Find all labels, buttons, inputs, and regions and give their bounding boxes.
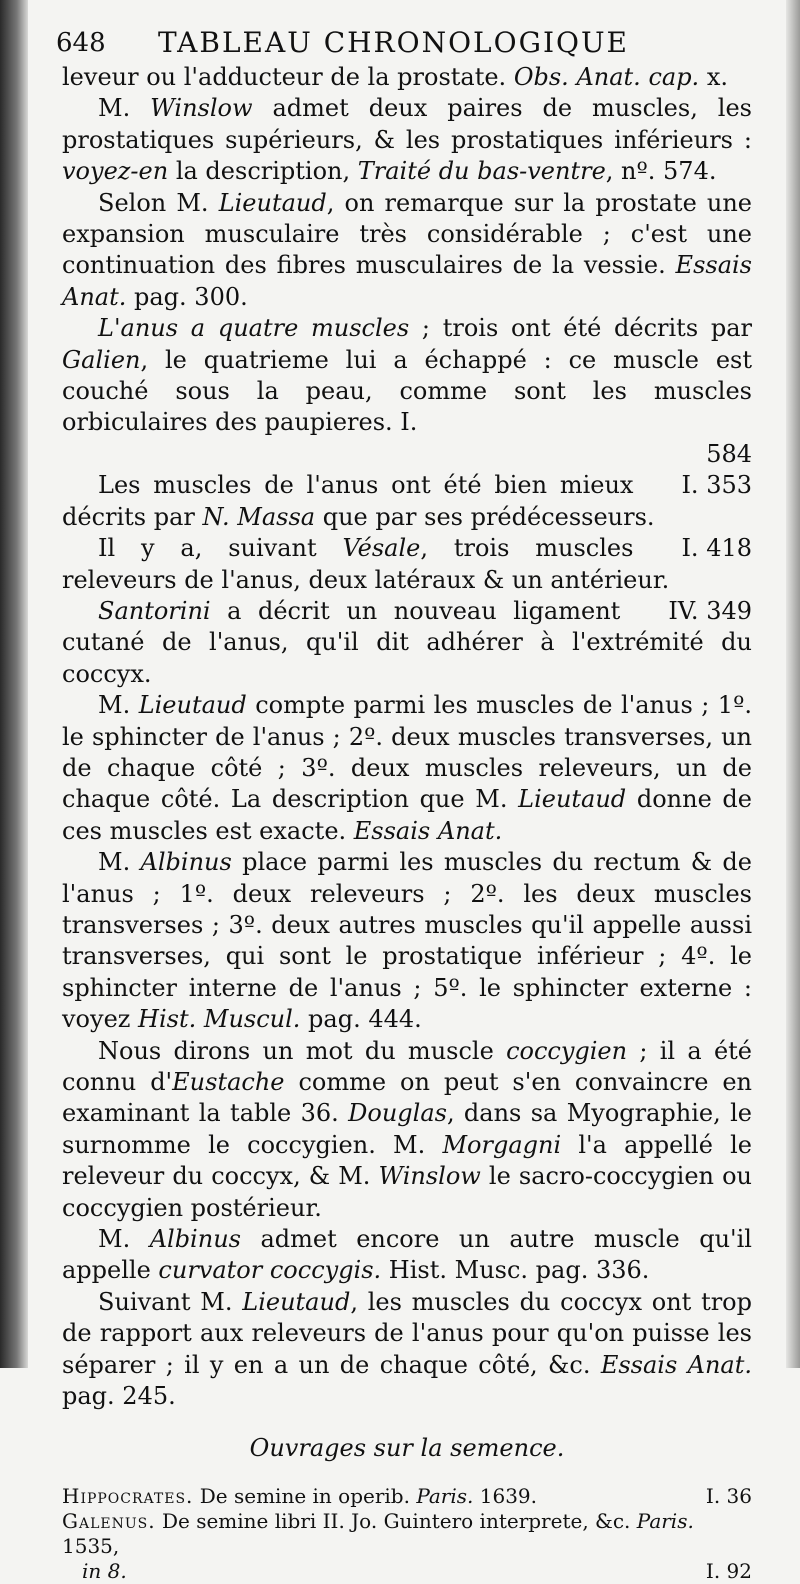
italic-text: Essais Anat. (600, 1350, 752, 1379)
italic-text: Albinus (149, 1225, 241, 1254)
paragraph (62, 188, 752, 314)
italic-text: Galien (62, 345, 141, 374)
text: a décrit un nouveau ligament cutané de l'anus, qu'il dit adhérer à l'extrémité du coccyx. (62, 596, 752, 688)
text: M. (98, 94, 151, 123)
paragraph (62, 93, 752, 187)
italic-text: Lieutaud (138, 691, 247, 720)
paragraph (62, 62, 752, 93)
bib-place: Paris. (416, 1484, 474, 1509)
bibliography-entry (62, 1509, 752, 1559)
bib-author: Hippocrates. (62, 1484, 194, 1509)
text: ; trois ont été décrits par (409, 314, 753, 343)
text: Hist. Musc. pag. 336. (381, 1256, 650, 1285)
text: , le quatrieme lui a échappé : ce muscle est couché sous la peau, comme sont les muscles orbiculaires des paupieres. I. (62, 345, 752, 437)
italic-text: Winslow (150, 94, 253, 123)
text: leveur ou l'adducteur de la prostate. (62, 63, 514, 91)
text: le sacro-coccygien ou coccygien postérieur. (62, 1162, 752, 1222)
bib-author: Galenus. (62, 1509, 156, 1534)
italic-text: Eustache (172, 1068, 285, 1096)
italic-text: Lieutaud (518, 785, 627, 814)
volume-page-reference: 584 (706, 439, 752, 468)
text: x. (699, 63, 728, 91)
bibliography-continuation (62, 1559, 752, 1584)
bib-title: De semine in operib. (193, 1484, 417, 1509)
paragraph (62, 470, 752, 533)
paragraph (62, 847, 752, 1035)
text: M. (98, 691, 139, 720)
text: compte parmi les muscles de l'anus ; 1º. le sphincter de l'anus ; 2º. deux muscles transverses, un de chaque côté ; 3º. deux muscles releveurs, un de chaque côté. La description que M. (62, 691, 752, 814)
text: la description, (168, 157, 358, 186)
text: , trois muscles releveurs de l'anus, deux latéraux & un antérieur. (62, 534, 670, 594)
paragraph (62, 1036, 752, 1224)
italic-text: N. Massa (202, 502, 316, 531)
italic-text: Lieutaud (242, 1287, 351, 1316)
bib-place: Paris. (636, 1509, 694, 1534)
text: M. (98, 1225, 150, 1254)
italic-text: voyez-en (62, 157, 169, 186)
italic-text: Albinus (140, 848, 232, 877)
text: , nº. 574. (605, 157, 717, 186)
text: , on remarque sur la prostate une expansion musculaire très considérable ; c'est une continuation des fibres musculaires de la vessie. (62, 188, 753, 280)
italic-text: Winslow (378, 1162, 481, 1191)
text: Il y a, suivant (98, 534, 343, 563)
volume-page-reference: I. 36 (705, 1484, 752, 1509)
paragraph (62, 690, 752, 847)
bibliography-list (62, 1484, 752, 1584)
text: l'a appellé le releveur du coccyx, & M. (62, 1130, 752, 1191)
volume-page-reference: IV. 349 (668, 596, 752, 625)
bib-year: 1535, (62, 1534, 120, 1559)
text: que par ses prédécesseurs. (315, 502, 655, 531)
page-edge (786, 0, 800, 1368)
text: Selon M. (98, 188, 219, 217)
volume-page-reference: I. 353 (681, 471, 752, 500)
text: pag. 245. (62, 1382, 176, 1411)
italic-text: Essais Anat. (62, 251, 752, 311)
running-title: TABLEAU CHRONOLOGIQUE (158, 26, 629, 59)
text: donne de ces muscles est exacte. (62, 785, 752, 845)
italic-text: L'anus a quatre muscles (98, 314, 410, 343)
italic-text: Douglas (348, 1099, 447, 1128)
paragraph (62, 533, 752, 596)
text: ; il a été connu d' (62, 1036, 752, 1096)
text: M. (98, 848, 141, 877)
section-subheading: Ouvrages sur la semence. (249, 1434, 565, 1463)
page-gutter-shadow (0, 0, 28, 1368)
text: admet encore un autre muscle qu'il appelle (62, 1225, 752, 1285)
italic-text: Morgagni (442, 1130, 562, 1159)
paragraph (62, 313, 752, 470)
page-number: 648 (56, 28, 106, 58)
italic-text: Traité du bas-ventre (357, 157, 606, 186)
volume-page-reference: I. 92 (705, 1559, 752, 1584)
text: admet deux paires de muscles, les prostatiques supérieurs, & les prostatiques inférieurs : (62, 94, 752, 154)
text: place parmi les muscles du rectum & de l'anus ; 1º. deux releveurs ; 2º. les deux muscles transverses ; 3º. deux autres muscles qu'il appelle aussi transverses, qui sont le prostatique inférieur ; 4º. le sphincter interne de l'anus ; 5º. le sphincter externe : voyez (62, 848, 752, 1034)
italic-text: Obs. Anat. cap. (513, 63, 700, 91)
text: comme on peut s'en convaincre en examinant la table 36. (62, 1068, 752, 1128)
italic-text: Vésale (342, 534, 421, 563)
paragraph-list (62, 62, 752, 1412)
text: , dans sa Myographie, le surnomme le coccygien. M. (62, 1099, 752, 1159)
italic-text: Santorini (98, 596, 211, 625)
italic-text: curvator coccygis. (158, 1256, 382, 1285)
text: pag. 444. (300, 1005, 422, 1034)
text: Suivant M. (98, 1287, 243, 1316)
text: Nous dirons un mot du muscle (98, 1036, 507, 1065)
page-header (56, 22, 756, 62)
italic-text: Hist. Muscul. (138, 1005, 301, 1034)
text: Les muscles de l'anus ont été bien mieux décrits par (62, 471, 634, 531)
bib-format: in 8. (82, 1559, 127, 1584)
text: , les muscles du coccyx ont trop de rapport aux releveurs de l'anus pour qu'on puisse les séparer ; il y en a un de chaque côté, &c. (62, 1287, 752, 1379)
italic-text: Lieutaud (218, 188, 327, 217)
bibliography-entry (62, 1484, 752, 1509)
paragraph (62, 1224, 752, 1287)
paragraph (62, 596, 752, 690)
volume-page-reference: I. 418 (681, 534, 752, 563)
text: pag. 300. (126, 282, 248, 311)
italic-text: coccygien (506, 1036, 628, 1065)
bib-title: De semine libri II. Jo. Guintero interprete, &c. (155, 1509, 637, 1534)
italic-text: Essais Anat. (353, 816, 503, 845)
page-body (62, 62, 752, 1584)
bib-year: 1639. (473, 1484, 538, 1509)
paragraph (62, 1287, 752, 1413)
